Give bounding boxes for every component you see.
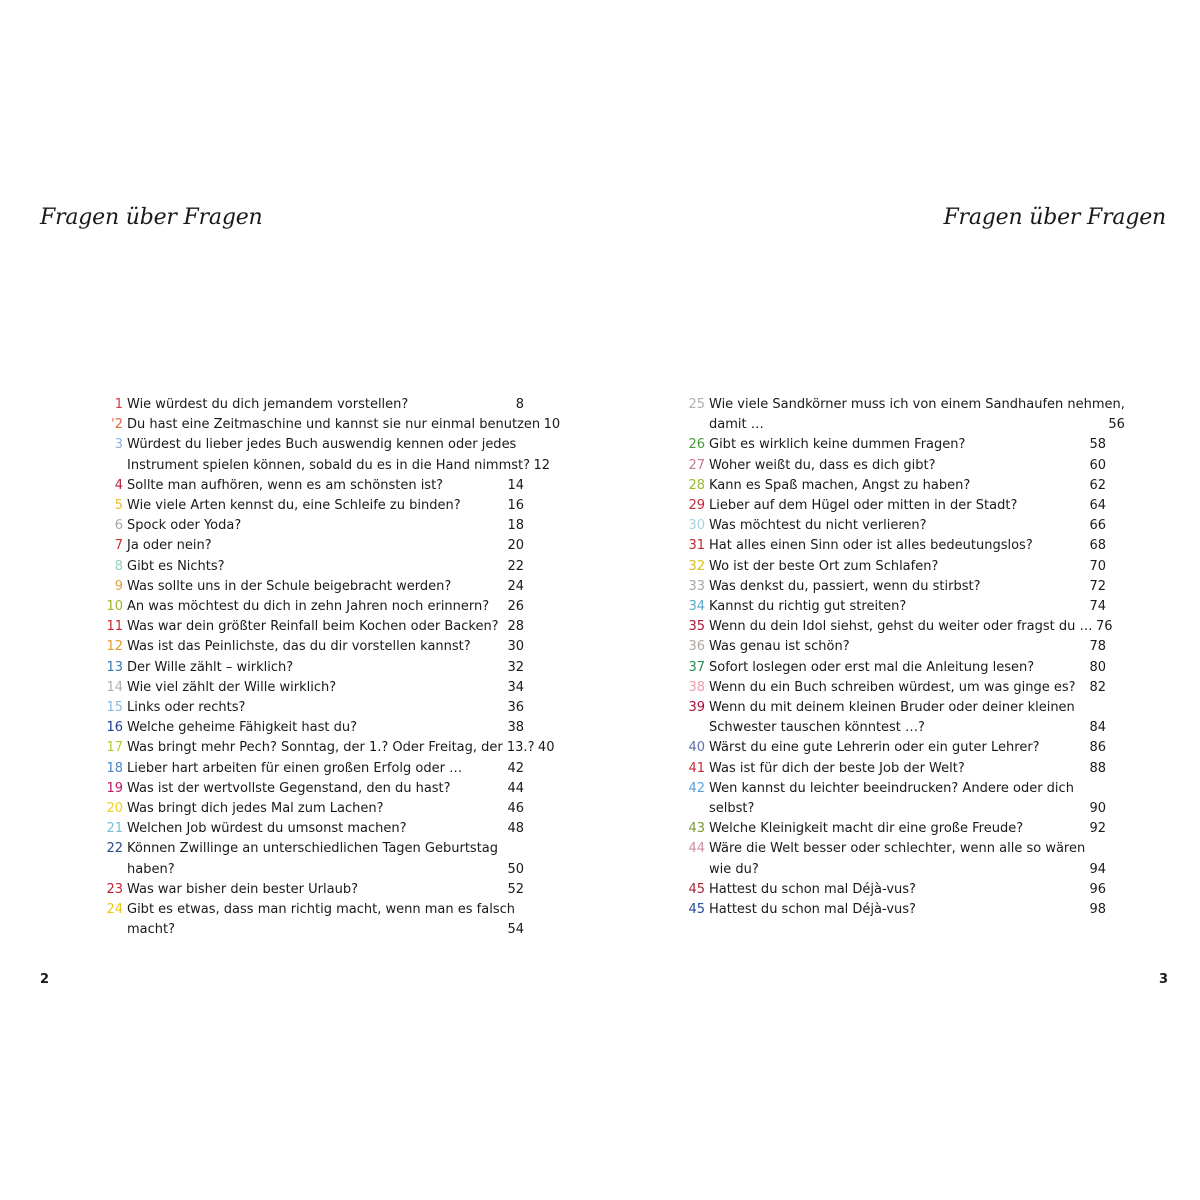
toc-entry xyxy=(96,839,524,879)
entry-number: 10 xyxy=(106,599,123,615)
entry-page-number: 86 xyxy=(1089,740,1106,756)
entry-page-number: 64 xyxy=(1089,498,1106,514)
entry-question-text: Kannst du richtig gut streiten? xyxy=(709,599,907,615)
entry-question-text: selbst? xyxy=(709,801,755,817)
entry-question-text: wie du? xyxy=(709,861,759,877)
toc-entry xyxy=(678,516,1106,536)
toc-entry xyxy=(678,678,1106,698)
toc-entry xyxy=(96,597,524,617)
toc-entry xyxy=(96,496,524,516)
entry-question-text: Schwester tauschen könntest …? xyxy=(709,720,925,736)
toc-entry xyxy=(678,698,1106,738)
entry-page-number: 42 xyxy=(507,760,524,776)
entry-question-text: Hat alles einen Sinn oder ist alles bedeutungslos? xyxy=(709,538,1033,554)
entry-question-text: Wenn du ein Buch schreiben würdest, um was ginge es? xyxy=(709,679,1076,695)
entry-page-number: 94 xyxy=(1089,861,1106,877)
entry-page-number: 82 xyxy=(1089,679,1106,695)
entry-number: 41 xyxy=(688,760,705,776)
toc-entry xyxy=(96,880,524,900)
entry-number: 32 xyxy=(688,558,705,574)
entry-number: '2 xyxy=(111,417,123,433)
entry-page-number: 30 xyxy=(507,639,524,655)
entry-question-text: Lieber auf dem Hügel oder mitten in der Stadt? xyxy=(709,498,1018,514)
entry-question-text: Ja oder nein? xyxy=(127,538,212,554)
entry-question-text: Was ist der wertvollste Gegenstand, den du hast? xyxy=(127,780,451,796)
entry-page-number: 60 xyxy=(1089,457,1106,473)
entry-question-text: Welchen Job würdest du umsonst machen? xyxy=(127,821,407,837)
entry-page-number: 62 xyxy=(1089,477,1106,493)
entry-number: 34 xyxy=(688,599,705,615)
entry-number: 44 xyxy=(688,841,705,857)
entry-question-text: Hattest du schon mal Déjà-vus? xyxy=(709,881,916,897)
entry-number: 6 xyxy=(114,518,123,534)
entry-page-number: 80 xyxy=(1089,659,1106,675)
entry-question-text: Was ist das Peinlichste, das du dir vorstellen kannst? xyxy=(127,639,471,655)
entry-number: 3 xyxy=(114,437,123,453)
toc-entry xyxy=(96,678,524,698)
entry-page-number: 40 xyxy=(537,740,555,756)
entry-number: 7 xyxy=(114,538,123,554)
left-page-number: 2 xyxy=(40,972,50,987)
entry-number: 39 xyxy=(688,700,705,716)
toc-entry xyxy=(678,759,1106,779)
toc-entry xyxy=(678,738,1106,758)
entry-page-number: 22 xyxy=(507,558,524,574)
entry-question-text: Lieber hart arbeiten für einen großen Erfolg oder … xyxy=(127,760,463,776)
entry-question-text: Was möchtest du nicht verlieren? xyxy=(709,518,927,534)
entry-question-text: Wenn du dein Idol siehst, gehst du weiter oder fragst du … xyxy=(709,619,1093,635)
entry-number: 19 xyxy=(106,780,123,796)
entry-number: 33 xyxy=(688,578,705,594)
toc-entry xyxy=(96,779,524,799)
entry-number: 1 xyxy=(114,397,123,412)
toc-entry xyxy=(96,516,524,536)
entry-question-text: An was möchtest du dich in zehn Jahren noch erinnern? xyxy=(127,599,490,615)
toc-entry xyxy=(96,577,524,597)
entry-page-number: 32 xyxy=(507,659,524,675)
entry-number: 40 xyxy=(688,740,705,756)
entry-question-text: Würdest du lieber jedes Buch auswendig kennen oder jedes xyxy=(127,437,517,453)
entry-number: 20 xyxy=(106,801,123,817)
entry-question-text: Links oder rechts? xyxy=(127,700,246,716)
entry-page-number: 18 xyxy=(507,518,524,534)
entry-question-text: Kann es Spaß machen, Angst zu haben? xyxy=(709,477,971,493)
toc-entry xyxy=(678,536,1106,556)
entry-number: 16 xyxy=(106,720,123,736)
entry-number: 45 xyxy=(688,902,705,918)
entry-question-text: Was genau ist schön? xyxy=(709,639,850,655)
toc-entry xyxy=(96,476,524,496)
entry-question-text: Du hast eine Zeitmaschine und kannst sie nur einmal benutzen xyxy=(127,417,541,433)
left-page-heading: Fragen über Fragen xyxy=(40,205,263,230)
entry-question-text: Wie viel zählt der Wille wirklich? xyxy=(127,679,337,695)
entry-question-text: Gibt es etwas, dass man richtig macht, wenn man es falsch xyxy=(127,902,515,918)
entry-question-text: Sollte man aufhören, wenn es am schönsten ist? xyxy=(127,477,444,493)
entry-page-number: 84 xyxy=(1089,720,1106,736)
entry-number: 23 xyxy=(106,881,123,897)
entry-page-number: 54 xyxy=(507,922,524,938)
entry-question-text: macht? xyxy=(127,922,176,938)
entry-page-number: 44 xyxy=(507,780,524,796)
entry-page-number: 52 xyxy=(507,881,524,897)
entry-question-text: Wie viele Sandkörner muss ich von einem Sandhaufen nehmen, xyxy=(709,397,1125,412)
left-table-of-contents xyxy=(96,395,561,940)
toc-entry xyxy=(678,819,1106,839)
entry-page-number: 58 xyxy=(1089,437,1106,453)
entry-number: 31 xyxy=(688,538,705,554)
entry-question-text: Was bringt mehr Pech? Sonntag, der 1.? Oder Freitag, der 13.? xyxy=(127,740,535,756)
entry-number: 14 xyxy=(106,679,123,695)
entry-page-number: 20 xyxy=(507,538,524,554)
entry-page-number: 78 xyxy=(1089,639,1106,655)
entry-question-text: Wo ist der beste Ort zum Schlafen? xyxy=(709,558,939,574)
toc-entry xyxy=(96,799,524,819)
entry-page-number: 10 xyxy=(543,417,561,433)
toc-entry xyxy=(678,900,1106,920)
toc-entry xyxy=(96,557,524,577)
toc-entry xyxy=(678,637,1106,657)
entry-number: 26 xyxy=(688,437,705,453)
entry-question-text: Gibt es wirklich keine dummen Fragen? xyxy=(709,437,966,453)
toc-entry xyxy=(96,617,524,637)
entry-page-number: 76 xyxy=(1095,619,1113,635)
entry-number: 45 xyxy=(688,881,705,897)
toc-entry xyxy=(678,839,1106,879)
entry-question-text: Wäre die Welt besser oder schlechter, wenn alle so wären xyxy=(709,841,1086,857)
entry-number: 15 xyxy=(106,700,123,716)
entry-question-text: Was bringt dich jedes Mal zum Lachen? xyxy=(127,801,384,817)
toc-entry xyxy=(678,496,1106,516)
entry-question-text: Woher weißt du, dass es dich gibt? xyxy=(709,457,936,473)
entry-question-text: Instrument spielen können, sobald du es in die Hand nimmst? xyxy=(127,457,531,473)
entry-number: 11 xyxy=(106,619,123,635)
toc-entry xyxy=(96,718,524,738)
entry-number: 8 xyxy=(114,558,123,574)
entry-number: 29 xyxy=(688,498,705,514)
entry-number: 30 xyxy=(688,518,705,534)
entry-question-text: Welche Kleinigkeit macht dir eine große Freude? xyxy=(709,821,1024,837)
entry-question-text: Welche geheime Fähigkeit hast du? xyxy=(127,720,357,736)
entry-page-number: 88 xyxy=(1089,760,1106,776)
entry-page-number: 98 xyxy=(1089,902,1106,918)
entry-page-number: 72 xyxy=(1089,578,1106,594)
entry-page-number: 46 xyxy=(507,801,524,817)
right-table-of-contents xyxy=(678,395,1125,920)
entry-number: 38 xyxy=(688,679,705,695)
toc-entry xyxy=(96,536,524,556)
entry-number: 5 xyxy=(114,498,123,514)
entry-number: 43 xyxy=(688,821,705,837)
toc-entry xyxy=(678,779,1106,819)
entry-page-number: 38 xyxy=(507,720,524,736)
toc-entry xyxy=(96,415,561,435)
entry-page-number: 26 xyxy=(507,599,524,615)
toc-entry xyxy=(678,557,1106,577)
entry-number: 37 xyxy=(688,659,705,675)
entry-number: 36 xyxy=(688,639,705,655)
entry-page-number: 12 xyxy=(533,457,551,473)
entry-page-number: 34 xyxy=(507,679,524,695)
entry-number: 42 xyxy=(688,780,705,796)
toc-entry xyxy=(96,900,524,940)
entry-number: 35 xyxy=(688,619,705,635)
entry-page-number: 68 xyxy=(1089,538,1106,554)
entry-question-text: Was sollte uns in der Schule beigebracht werden? xyxy=(127,578,452,594)
toc-entry xyxy=(678,435,1106,455)
entry-page-number: 36 xyxy=(507,700,524,716)
toc-entry xyxy=(96,819,524,839)
entry-number: 22 xyxy=(106,841,123,857)
entry-question-text: Gibt es Nichts? xyxy=(127,558,225,574)
entry-page-number: 74 xyxy=(1089,599,1106,615)
entry-page-number: 14 xyxy=(507,477,524,493)
entry-question-text: Wen kannst du leichter beeindrucken? Andere oder dich xyxy=(709,780,1074,796)
entry-question-text: Können Zwillinge an unterschiedlichen Tagen Geburtstag xyxy=(127,841,499,857)
entry-number: 9 xyxy=(114,578,123,594)
toc-entry xyxy=(678,597,1106,617)
entry-page-number: 66 xyxy=(1089,518,1106,534)
right-page-heading: Fragen über Fragen xyxy=(943,205,1166,230)
entry-number: 25 xyxy=(688,397,705,412)
entry-page-number: 96 xyxy=(1089,881,1106,897)
toc-entry xyxy=(678,880,1106,900)
entry-page-number: 28 xyxy=(507,619,524,635)
entry-page-number: 48 xyxy=(507,821,524,837)
entry-question-text: Was war dein größter Reinfall beim Kochen oder Backen? xyxy=(127,619,499,635)
entry-page-number: 16 xyxy=(507,498,524,514)
entry-question-text: Wenn du mit deinem kleinen Bruder oder deiner kleinen xyxy=(709,700,1075,716)
entry-page-number: 8 xyxy=(515,397,524,412)
toc-entry xyxy=(678,577,1106,597)
entry-question-text: Wärst du eine gute Lehrerin oder ein guter Lehrer? xyxy=(709,740,1040,756)
entry-number: 28 xyxy=(688,477,705,493)
entry-page-number: 24 xyxy=(507,578,524,594)
entry-page-number: 56 xyxy=(1108,417,1125,433)
toc-entry xyxy=(96,698,524,718)
toc-entry xyxy=(678,658,1106,678)
entry-number: 4 xyxy=(114,477,123,493)
entry-page-number: 90 xyxy=(1089,801,1106,817)
toc-entry xyxy=(96,658,524,678)
entry-number: 18 xyxy=(106,760,123,776)
toc-entry xyxy=(96,759,524,779)
entry-question-text: haben? xyxy=(127,861,175,877)
entry-question-text: damit … xyxy=(709,417,764,433)
entry-question-text: Was war bisher dein bester Urlaub? xyxy=(127,881,358,897)
entry-question-text: Wie viele Arten kennst du, eine Schleife zu binden? xyxy=(127,498,461,514)
entry-number: 12 xyxy=(106,639,123,655)
right-page-number: 3 xyxy=(1158,972,1168,987)
entry-question-text: Was ist für dich der beste Job der Welt? xyxy=(709,760,965,776)
entry-number: 27 xyxy=(688,457,705,473)
entry-page-number: 50 xyxy=(507,861,524,877)
toc-entry xyxy=(678,456,1106,476)
entry-question-text: Sofort loslegen oder erst mal die Anleitung lesen? xyxy=(709,659,1035,675)
toc-entry xyxy=(96,395,524,415)
toc-entry xyxy=(96,435,551,475)
toc-entry xyxy=(678,476,1106,496)
entry-page-number: 92 xyxy=(1089,821,1106,837)
entry-number: 21 xyxy=(106,821,123,837)
entry-number: 13 xyxy=(106,659,123,675)
toc-entry xyxy=(678,395,1125,435)
toc-entry xyxy=(678,617,1113,637)
entry-question-text: Spock oder Yoda? xyxy=(127,518,242,534)
entry-question-text: Was denkst du, passiert, wenn du stirbst? xyxy=(709,578,981,594)
toc-entry xyxy=(96,637,524,657)
entry-page-number: 70 xyxy=(1089,558,1106,574)
entry-number: 17 xyxy=(106,740,123,756)
entry-question-text: Wie würdest du dich jemandem vorstellen? xyxy=(127,397,409,412)
entry-question-text: Hattest du schon mal Déjà-vus? xyxy=(709,902,916,918)
entry-number: 24 xyxy=(106,902,123,918)
toc-entry xyxy=(96,738,555,758)
entry-question-text: Der Wille zählt – wirklich? xyxy=(127,659,294,675)
